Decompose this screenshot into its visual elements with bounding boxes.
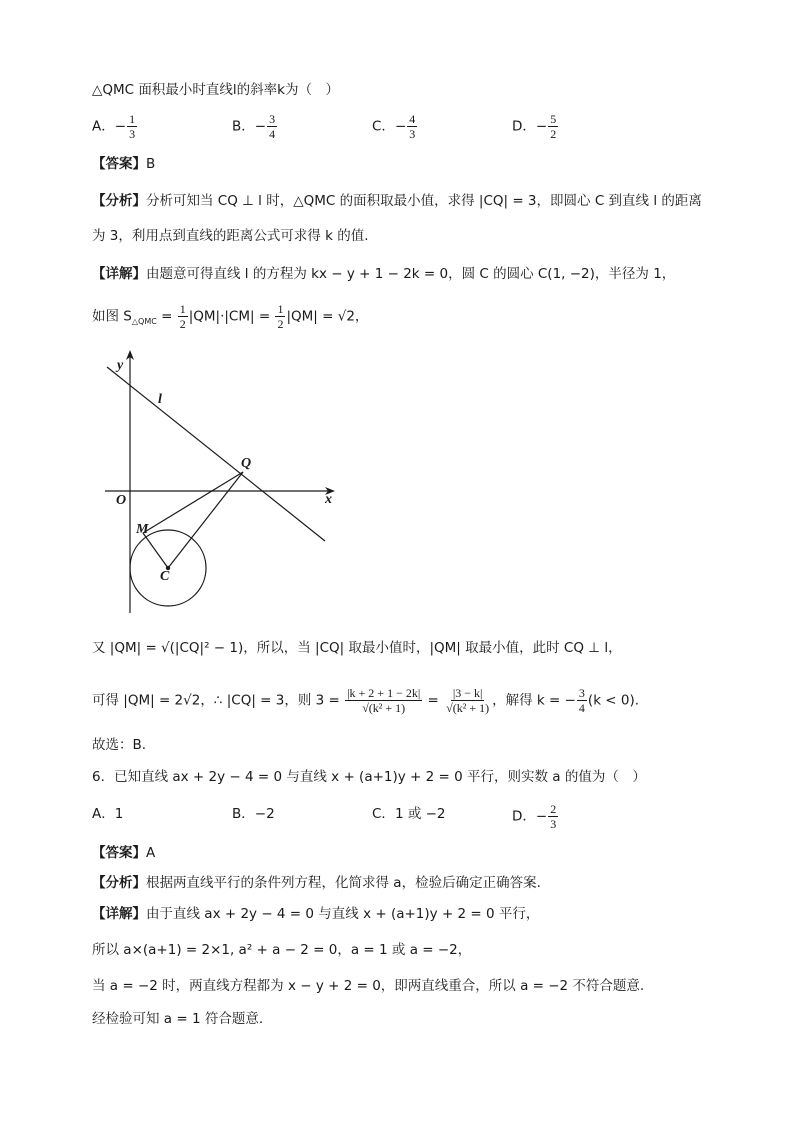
geometry-figure (95, 345, 355, 620)
line-l (107, 367, 325, 541)
q5-option-b: B．− $\frac{3}{4}$ (232, 112, 276, 141)
label-c: C (160, 569, 170, 584)
q5-option-a: A．− $\frac{1}{3}$ (92, 112, 136, 141)
q5-conclusion: 故选：B. (92, 737, 147, 753)
label-q: Q (241, 456, 252, 471)
label-y: y (117, 358, 124, 373)
q6-option-c: C．1 或 −2 (372, 806, 446, 822)
segment-qm (143, 472, 243, 533)
label-l: l (158, 392, 162, 407)
q6-detail-line-4: 经检验可知 a = 1 符合题意. (92, 1011, 264, 1027)
q5-detail-line-3: 又 |QM| = √(|CQ|² − 1)，所以，当 |CQ| 取最小值时，|QM| 取最小值，此时 CQ ⊥ l， (92, 640, 622, 656)
q5-detail-line-2: 如图 $S_{\triangle QMC}$ = $\frac{1}{2}$ |QM|·|CM| = $\frac{1}{2}$ |QM| = √2， (92, 302, 369, 331)
q5-option-d: D．− $\frac{5}{2}$ (512, 112, 557, 141)
q6-option-b: B．−2 (232, 806, 275, 822)
q6-option-d: D．− $\frac{2}{3}$ (512, 802, 557, 831)
label-x: x (325, 492, 332, 507)
q6-answer: 【答案】A (92, 845, 156, 861)
q6-option-a: A．1 (92, 806, 124, 822)
segment-mc (143, 533, 168, 568)
q5-stem: △QMC 面积最小时直线l的斜率k为（ ） (92, 82, 339, 98)
q5-analysis-line-1: 【分析】分析可知当 CQ ⊥ l 时，△QMC 的面积取最小值，求得 |CQ| = 3，即圆心 C 到直线 l 的距离 (92, 193, 702, 209)
q6-detail-line-2: 所以 a×(a+1) = 2×1, a² + a − 2 = 0，a = 1 或 a = −2， (92, 942, 472, 958)
q5-detail-line-1: 【详解】由题意可得直线 l 的方程为 kx − y + 1 − 2k = 0，圆 C 的圆心 C(1, −2)，半径为 1， (92, 266, 676, 282)
q5-option-c: C．− $\frac{4}{3}$ (372, 112, 416, 141)
q6-detail-line-3: 当 a = −2 时，两直线方程都为 x − y + 2 = 0，即两直线重合，所以 a = −2 不符合题意. (92, 978, 645, 994)
label-o: O (116, 493, 127, 508)
segment-qc (168, 472, 243, 568)
q6-detail-line-1: 【详解】由于直线 ax + 2y − 4 = 0 与直线 x + (a+1)y + 2 = 0 平行， (92, 906, 540, 922)
q6-analysis: 【分析】根据两直线平行的条件列方程，化简求得 a，检验后确定正确答案. (92, 875, 541, 891)
label-m: M (136, 522, 149, 537)
q5-detail-line-4: 可得 |QM| = 2√2，∴ |CQ| = 3，则 3 = $\frac{|k + 2 + 1 - 2k|}{\text{√(k² + 1)}}$ = $\frac{|3 - k|}{\text{√(k² + 1)}}$ ，解得 k = − $\frac{3}{4}$ (k < 0). (92, 686, 640, 715)
q6-stem: 6．已知直线 ax + 2y − 4 = 0 与直线 x + (a+1)y + 2 = 0 平行，则实数 a 的值为（ ） (92, 769, 646, 785)
q5-analysis-line-2: 为 3，利用点到直线的距离公式可求得 k 的值. (92, 228, 369, 244)
q5-answer: 【答案】B (92, 156, 156, 172)
